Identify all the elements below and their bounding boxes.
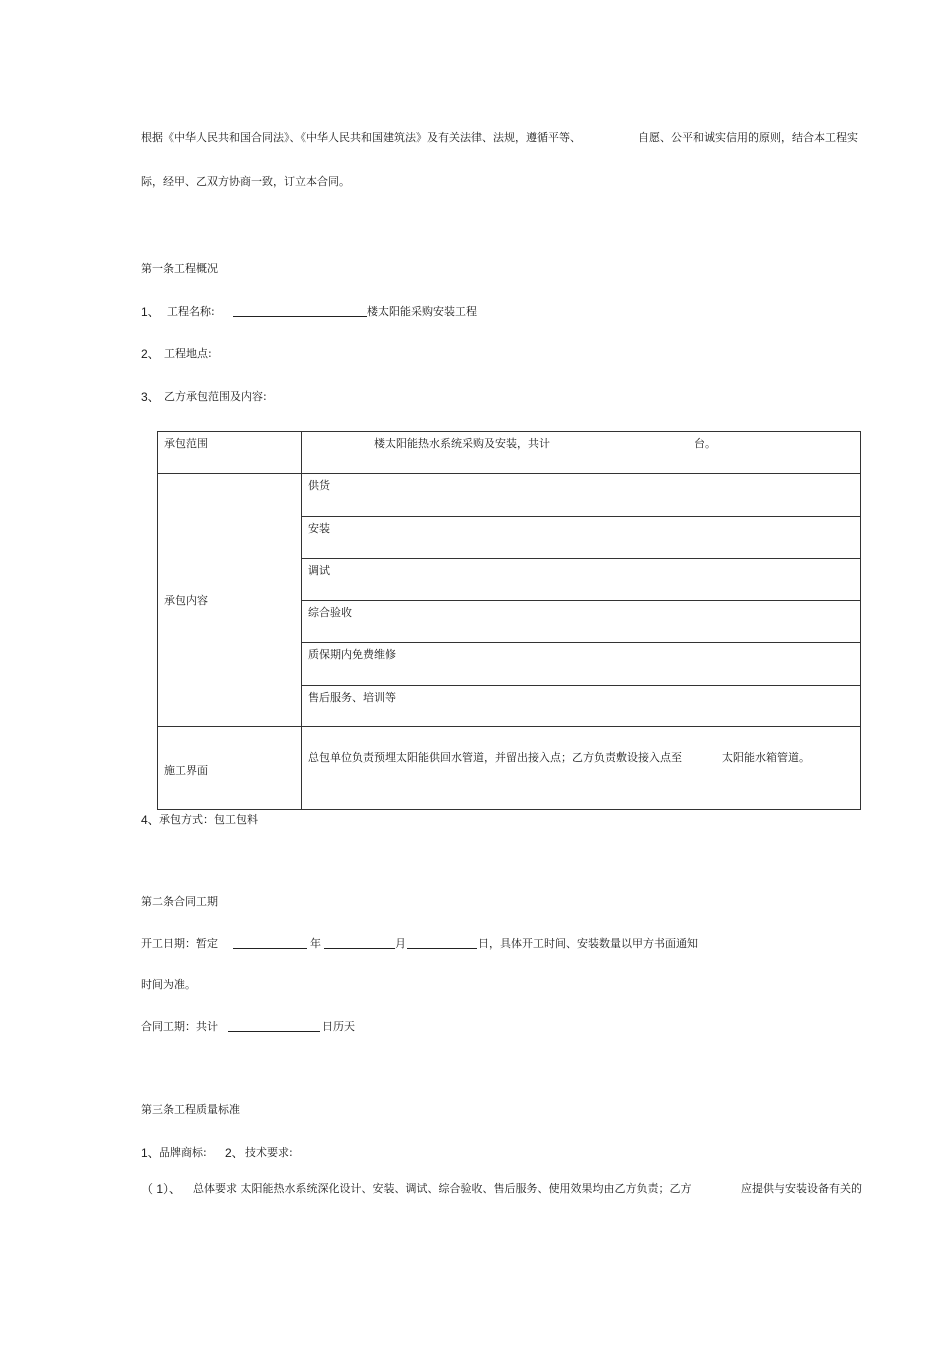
intro-text-part1: 根据《中华人民共和国合同法》、《中华人民共和国建筑法》及有关法律、法规，遵循平等、	[141, 131, 581, 144]
month-label: 月	[395, 937, 406, 950]
scope-value-cell	[302, 432, 861, 474]
tech-number: 2、	[225, 1146, 244, 1160]
content-item-cell: 调试	[302, 559, 861, 601]
interface-label-cell: 施工界面	[158, 727, 302, 810]
content-item-cell: 综合验收	[302, 601, 861, 643]
interface-value-cell	[302, 727, 861, 810]
table-row	[158, 474, 861, 517]
interface-value-text: 总包单位负责预埋太阳能供回水管道，并留出接入点；乙方负责敷设接入点至	[308, 751, 682, 764]
tech-label: 技术要求:	[245, 1146, 293, 1159]
project-name-blank	[233, 305, 367, 317]
project-name-label: 工程名称:	[167, 305, 215, 318]
start-date-text-line2: 时间为准。	[141, 978, 196, 991]
requirement-text: 总体要求 太阳能热水系统深化设计、安装、调试、综合验收、售后服务、使用效果均由乙方负责；乙方	[193, 1182, 692, 1195]
start-date-text: 日，具体开工时间、安装数量以甲方书面通知	[478, 937, 698, 950]
duration-unit: 日历天	[322, 1020, 355, 1033]
project-location-label: 工程地点:	[164, 347, 212, 360]
month-blank	[324, 937, 395, 949]
item4-number: 4、	[141, 813, 160, 827]
duration-label: 合同工期：共计	[141, 1020, 218, 1033]
contract-mode: 承包方式：包工包料	[159, 813, 258, 826]
requirement-number: （ 1）、	[141, 1182, 182, 1196]
brand-number: 1、	[141, 1146, 160, 1160]
day-blank	[407, 937, 477, 949]
content-label-cell: 承包内容	[158, 474, 302, 727]
article1-heading: 第一条工程概况	[141, 262, 218, 275]
scope-heading: 乙方承包范围及内容:	[164, 390, 267, 403]
intro-text-line2: 际，经甲、乙双方协商一致，订立本合同。	[141, 175, 350, 188]
content-item-cell: 供货	[302, 474, 861, 517]
table-row	[158, 727, 861, 810]
project-name-value: 楼太阳能采购安装工程	[367, 305, 477, 318]
scope-value-text: 楼太阳能热水系统采购及安装，共计	[374, 437, 550, 450]
scope-table	[157, 431, 861, 810]
year-label: 年	[310, 937, 321, 950]
brand-label: 品牌商标:	[159, 1146, 207, 1159]
duration-blank	[228, 1020, 320, 1032]
item3-number: 3、	[141, 390, 160, 404]
start-date-label: 开工日期：暂定	[141, 937, 218, 950]
scope-value-unit: 台。	[694, 437, 716, 450]
intro-text-part2: 自愿、公平和诚实信用的原则，结合本工程实	[638, 131, 858, 144]
table-row	[158, 432, 861, 474]
item1-number: 1、	[141, 305, 160, 319]
year-blank	[233, 937, 307, 949]
requirement-text-end: 应提供与安装设备有关的	[741, 1182, 862, 1195]
content-item-cell: 售后服务、培训等	[302, 686, 861, 727]
item2-number: 2、	[141, 347, 160, 361]
interface-value-text-end: 太阳能水箱管道。	[722, 751, 810, 764]
article2-heading: 第二条合同工期	[141, 895, 218, 908]
content-item-cell: 质保期内免费维修	[302, 643, 861, 686]
article3-heading: 第三条工程质量标准	[141, 1103, 240, 1116]
scope-label-cell: 承包范围	[158, 432, 302, 474]
content-item-cell: 安装	[302, 517, 861, 559]
